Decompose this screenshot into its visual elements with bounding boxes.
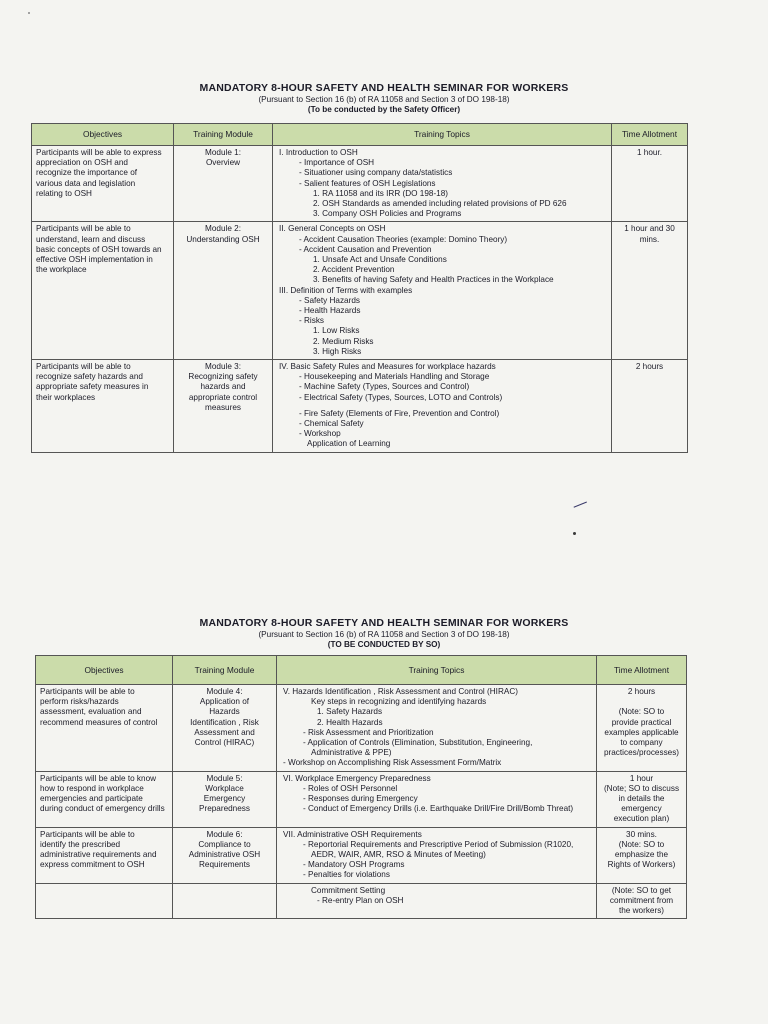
topics-cell [273, 146, 612, 222]
topic-item: - Accident Causation Theories (example: Domino Theory) [299, 234, 508, 244]
topic-item: - Situationer using company data/statistics [299, 168, 453, 178]
time-line: 30 mins. [626, 829, 657, 839]
objective-line: identify the prescribed [40, 839, 121, 849]
time-line: 2 hours [635, 362, 664, 372]
module-cell [174, 146, 273, 222]
time-line: (Note: SO to [618, 839, 665, 849]
objective-cell [36, 771, 173, 827]
topic-item: - Workshop [299, 429, 341, 439]
topic-item: - Importance of OSH [299, 158, 375, 168]
table-row [36, 827, 687, 883]
objective-line: Participants will be able to know [40, 773, 157, 783]
module-line: Application of [199, 697, 250, 707]
time-allotment-cell [597, 685, 687, 772]
objective-cell [32, 222, 174, 360]
objective-cell [36, 883, 173, 919]
module-line: Compliance to [198, 839, 251, 849]
time-line: to company [620, 738, 663, 748]
module-line: Module 4: [206, 687, 243, 696]
topics-list [281, 774, 592, 815]
time-allotment-cell [612, 360, 688, 453]
objective-line: how to respond in workplace [40, 783, 144, 793]
module-line: Assessment and [194, 727, 255, 737]
module-line: hazards and [200, 382, 246, 392]
topic-item: 1. Safety Hazards [317, 707, 383, 717]
topic-item: I. Introduction to OSH [279, 148, 358, 157]
header-time-allotment: Time Allotment [612, 124, 688, 146]
topic-item: - Risk Assessment and Prioritization [303, 727, 434, 737]
topic-item: Administrative & PPE) [311, 748, 392, 758]
table-row [36, 685, 687, 772]
document-note: (To be conducted by the Safety Officer) [307, 105, 461, 114]
objective-line: recognize safety hazards and [36, 372, 143, 382]
time-line: 1 hour. [636, 148, 663, 157]
topics-list [281, 687, 592, 769]
time-line: commitment from [609, 895, 674, 905]
module-line: appropriate control [188, 392, 258, 402]
topics-cell [273, 222, 612, 360]
pen-dot [573, 532, 576, 535]
table-row [36, 771, 687, 827]
topic-item: Key steps in recognizing and identifying hazards [311, 697, 487, 707]
objective-line: during conduct of emergency drills [40, 804, 165, 814]
topic-item: - Housekeeping and Materials Handling and Storage [299, 372, 490, 382]
objective-line: basic concepts of OSH towards an [36, 244, 162, 254]
module-cell [173, 883, 277, 919]
module-cell [173, 685, 277, 772]
objective-line: relating to OSH [36, 188, 92, 198]
topic-item: - Salient features of OSH Legislations [299, 178, 436, 188]
objective-line: appropriate safety measures in [36, 382, 149, 392]
header-training-topics: Training Topics [273, 124, 612, 146]
module-line: Module 5: [206, 773, 243, 783]
seminar-header-1 [0, 82, 768, 114]
time-allotment-cell [597, 771, 687, 827]
topic-item: AEDR, WAIR, AMR, RSO & Minutes of Meeting) [311, 850, 486, 860]
module-line: Workplace [205, 783, 244, 793]
topic-item: 3. Benefits of having Safety and Health Practices in the Workplace [313, 275, 554, 285]
topic-item: VII. Administrative OSH Requirements [283, 829, 422, 839]
objective-line: recognize the importance of [36, 168, 138, 178]
topic-item: - Risks [299, 316, 325, 326]
topics-cell [277, 827, 597, 883]
objective-line: perform risks/hazards [40, 697, 119, 707]
seminar-table-1 [31, 123, 688, 453]
header-training-topics: Training Topics [277, 656, 597, 685]
time-line: execution plan) [613, 814, 670, 824]
topic-item: 1. Low Risks [313, 326, 360, 336]
seminar-table-2 [35, 655, 687, 919]
topic-item: - Application of Controls (Elimination, Substitution, Engineering, [303, 738, 533, 748]
objective-line: Participants will be able to [40, 687, 135, 696]
module-line: Requirements [199, 860, 250, 870]
header-objectives: Objectives [32, 124, 174, 146]
objective-line: Participants will be able to [36, 224, 131, 234]
topic-item: 2. Accident Prevention [313, 265, 395, 275]
header-time-allotment: Time Allotment [597, 656, 687, 685]
module-line: Recognizing safety [188, 372, 258, 382]
objective-line: assessment, evaluation and [40, 707, 142, 717]
time-allotment-cell [612, 222, 688, 360]
table-row [32, 146, 688, 222]
topics-list [277, 362, 607, 450]
header-training-module: Training Module [173, 656, 277, 685]
module-line: Preparedness [199, 804, 250, 814]
topic-item: - Safety Hazards [299, 295, 360, 305]
topics-cell [277, 685, 597, 772]
module-line: Overview [205, 158, 241, 168]
header-training-module: Training Module [174, 124, 273, 146]
objective-line: Participants will be able to express [36, 148, 162, 157]
time-line: emergency [621, 804, 662, 814]
topics-list [281, 886, 592, 906]
time-line: the workers) [618, 906, 665, 916]
table-header-row [32, 124, 688, 146]
module-cell [174, 360, 273, 453]
topic-item: - Chemical Safety [299, 419, 364, 429]
objective-line: understand, learn and discuss [36, 234, 146, 244]
objective-line: recommend measures of control [40, 717, 158, 727]
topic-item: 2. OSH Standards as amended including related provisions of PD 626 [313, 199, 567, 209]
topic-item: 1. RA 11058 and its IRR (DO 198-18) [313, 188, 449, 198]
objective-line: effective OSH implementation in [36, 255, 153, 265]
module-cell [174, 222, 273, 360]
topic-item: - Fire Safety (Elements of Fire, Prevention and Control) [299, 408, 500, 418]
document-title: MANDATORY 8-HOUR SAFETY AND HEALTH SEMINAR FOR WORKERS [199, 617, 569, 629]
topic-item: - Accident Causation and Prevention [299, 244, 432, 254]
document-title: MANDATORY 8-HOUR SAFETY AND HEALTH SEMINAR FOR WORKERS [199, 82, 569, 94]
objective-line: Participants will be able to [40, 829, 135, 839]
module-line: Administrative OSH [188, 850, 261, 860]
time-allotment-cell [597, 827, 687, 883]
objective-line: administrative requirements and [40, 850, 157, 860]
objective-line: the workplace [36, 265, 87, 275]
module-line: Understanding OSH [186, 234, 260, 244]
topics-cell [277, 883, 597, 919]
topic-item: 1. Unsafe Act and Unsafe Conditions [313, 255, 447, 265]
time-line: emphasize the [614, 850, 669, 860]
topics-list [277, 148, 607, 219]
topic-item: - Re-entry Plan on OSH [317, 895, 404, 905]
seminar-header-2 [0, 617, 768, 649]
topic-item: - Conduct of Emergency Drills (i.e. Earthquake Drill/Fire Drill/Bomb Threat) [303, 804, 574, 814]
objective-line: appreciation on OSH and [36, 158, 128, 168]
scan-speck [28, 12, 30, 14]
objective-line: their workplaces [36, 392, 96, 402]
module-line: Hazards [209, 707, 240, 717]
topic-item: - Health Hazards [299, 306, 361, 316]
module-line: measures [205, 402, 241, 412]
time-line: (Note; SO to discuss [603, 783, 680, 793]
topic-item: Commitment Setting [311, 885, 386, 895]
topic-item: V. Hazards Identification , Risk Assessment and Control (HIRAC) [283, 687, 518, 696]
time-line: mins. [639, 234, 660, 244]
topic-item: VI. Workplace Emergency Preparedness [283, 773, 431, 783]
topic-item: - Mandatory OSH Programs [303, 860, 405, 870]
topic-item: 2. Medium Risks [313, 336, 374, 346]
module-line: Emergency [203, 794, 246, 804]
time-line: (Note: SO to get [611, 885, 672, 895]
time-line: provide practical [611, 717, 672, 727]
topic-item: 3. Company OSH Policies and Programs [313, 209, 462, 219]
objective-line: Participants will be able to [36, 362, 131, 372]
time-line: Rights of Workers) [607, 860, 676, 870]
objective-cell [32, 146, 174, 222]
topic-item: - Workshop on Accomplishing Risk Assessment Form/Matrix [283, 758, 502, 768]
table-row [36, 883, 687, 919]
objective-cell [36, 827, 173, 883]
topic-item: IV. Basic Safety Rules and Measures for workplace hazards [279, 362, 496, 372]
topic-item: III. Definition of Terms with examples [279, 285, 413, 295]
time-line: 1 hour [629, 773, 654, 783]
topic-item: - Roles of OSH Personnel [303, 783, 398, 793]
objective-line: emergencies and participate [40, 794, 143, 804]
module-line: Control (HIRAC) [194, 738, 255, 748]
topics-list [281, 830, 592, 881]
objective-line: various data and legislation [36, 178, 136, 188]
time-line [601, 697, 682, 707]
module-line: Module 1: [205, 148, 241, 157]
module-line: Module 2: [205, 224, 241, 234]
module-line: Identification , Risk [190, 717, 259, 727]
topic-item: 3. High Risks [313, 346, 362, 356]
topic-item: - Electrical Safety (Types, Sources, LOTO and Controls) [299, 392, 503, 402]
time-allotment-cell [612, 146, 688, 222]
time-line: in details the [618, 794, 665, 804]
pen-mark [574, 502, 589, 512]
topic-item: 2. Health Hazards [317, 717, 383, 727]
time-line: (Note: SO to [618, 707, 665, 717]
module-line: Module 3: [205, 362, 241, 372]
time-allotment-cell [597, 883, 687, 919]
time-line: practices/processes) [603, 748, 680, 758]
objective-line: express commitment to OSH [40, 860, 145, 870]
header-objectives: Objectives [36, 656, 173, 685]
table-row [32, 360, 688, 453]
topics-cell [273, 360, 612, 453]
objective-cell [32, 360, 174, 453]
topic-item: - Penalties for violations [303, 870, 390, 880]
document-note: (TO BE CONDUCTED BY SO) [327, 640, 441, 649]
time-line: 1 hour and 30 [624, 224, 675, 234]
topics-cell [277, 771, 597, 827]
table-header-row [36, 656, 687, 685]
objective-cell [36, 685, 173, 772]
module-cell [173, 771, 277, 827]
topics-list [277, 224, 607, 357]
module-line: Module 6: [206, 829, 243, 839]
topic-item: II. General Concepts on OSH [279, 224, 386, 234]
time-line: 2 hours [627, 687, 656, 696]
table-row [32, 222, 688, 360]
topic-item: - Machine Safety (Types, Sources and Control) [299, 382, 470, 392]
module-cell [173, 827, 277, 883]
topic-item: - Reportorial Requirements and Prescriptive Period of Submission (R1020, [303, 839, 574, 849]
topic-item: Application of Learning [307, 439, 391, 449]
document-subtitle: (Pursuant to Section 16 (b) of RA 11058 and Section 3 of DO 198-18) [258, 95, 510, 104]
time-line: examples applicable [604, 727, 679, 737]
topic-item: - Responses during Emergency [303, 794, 418, 804]
document-subtitle: (Pursuant to Section 16 (b) of RA 11058 and Section 3 of DO 198-18) [258, 630, 510, 639]
